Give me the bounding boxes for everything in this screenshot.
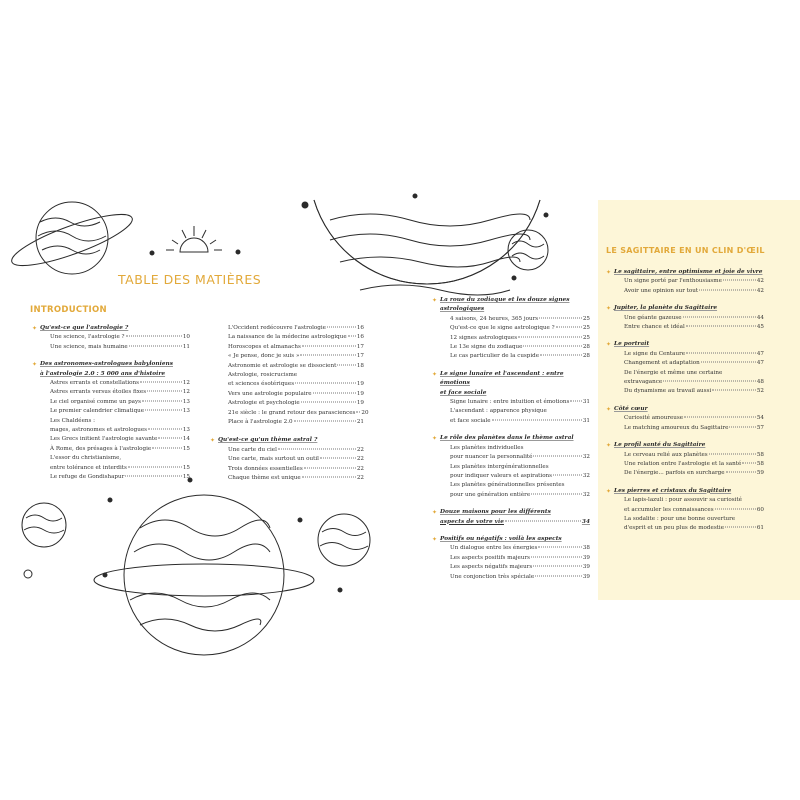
toc-title: TABLE DES MATIÈRES [118, 272, 262, 287]
toc-entry[interactable]: Une conjonction très spéciale 39 [450, 573, 590, 580]
toc-section[interactable]: ✦ Le profil santé du Sagittaire [614, 441, 764, 450]
toc-entry[interactable]: Une science, mais humaine 11 [50, 343, 190, 350]
toc-entry[interactable]: Les Grecs initient l'astrologie savante 14 [50, 436, 190, 443]
toc-entry[interactable]: Le 13e signe du zodiaque 28 [450, 344, 590, 351]
toc-section[interactable]: ✦ Le portrait [614, 340, 764, 349]
toc-entry[interactable]: Une géante gazeuse 44 [624, 314, 764, 321]
toc-section[interactable]: ✦ Les pierres et cristaux du Sagittaire [614, 487, 764, 496]
introduction-heading: INTRODUCTION [30, 305, 107, 315]
toc-entry[interactable]: La sodalite : pour une bonne ouverture [624, 515, 736, 522]
toc-entry[interactable]: Astrologie, rosicrucisme [228, 372, 298, 379]
toc-entry[interactable]: Les planètes individuelles [450, 444, 524, 451]
toc-entry[interactable]: L'essor du christianisme, [50, 455, 122, 462]
toc-section[interactable]: ✦ Positifs ou négatifs : voilà les aspects [440, 535, 590, 544]
toc-section[interactable]: ✦ Qu'est-ce que l'astrologie ? [40, 324, 190, 333]
toc-section[interactable]: ✦ Qu'est-ce qu'un thème astral ? [218, 436, 364, 445]
toc-entry[interactable]: Place à l'astrologie 2.0 21 [228, 419, 364, 426]
panel-title: LE SAGITTAIRE EN UN CLIN D'ŒIL [606, 246, 765, 255]
toc-entry[interactable]: Les planètes générationnelles présentes [450, 482, 565, 489]
toc-section[interactable]: ✦ Le rôle des planètes dans le thème astral [440, 434, 590, 443]
toc-entry[interactable]: Une relation entre l'astrologie et la santé 58 [624, 460, 764, 467]
toc-entry[interactable]: Le matching amoureux du Sagittaire 57 [624, 424, 764, 431]
toc-entry[interactable]: et accumuler les connaissances 60 [624, 506, 764, 513]
toc-entry[interactable]: mages, astronomes et astrologues 13 [50, 427, 190, 434]
toc-entry[interactable]: Entre chance et idéal 45 [624, 324, 764, 331]
toc-section[interactable]: ✦ Le sagittaire, entre optimisme et joie de vivre [614, 268, 764, 277]
toc-section[interactable]: ✦ Côté cœur [614, 405, 764, 414]
toc-entry[interactable]: Astronomie et astrologie se dissocient 18 [228, 362, 364, 369]
toc-entry[interactable]: Un signe porté par l'enthousiasme 42 [624, 278, 764, 285]
toc-entry[interactable]: Le cerveau relié aux planètes 58 [624, 451, 764, 458]
toc-section[interactable]: ✦ Le signe lunaire et l'ascendant : entre émotions et face sociale [440, 370, 590, 398]
toc-entry[interactable]: La naissance de la médecine astrologique 16 [228, 334, 364, 341]
toc-entry[interactable]: Une carte, mais surtout un outil 22 [228, 456, 364, 463]
toc-entry[interactable]: 4 saisons, 24 heures, 365 jours 25 [450, 315, 590, 322]
toc-entry[interactable]: Chaque thème est unique 22 [228, 475, 364, 482]
toc-column-1 [40, 318, 190, 483]
toc-entry[interactable]: Curiosité amoureuse 54 [624, 415, 764, 422]
toc-section[interactable]: ✦ Douze maisons pour les différents aspects de votre vie 34 [440, 508, 590, 527]
toc-column-3 [440, 290, 590, 582]
toc-entry[interactable]: entre tolérance et interdits 15 [50, 464, 190, 471]
toc-entry[interactable]: Changement et adaptation 47 [624, 360, 764, 367]
toc-entry[interactable]: Le lapis-lazuli : pour assouvir sa curiosité [624, 497, 742, 504]
toc-entry[interactable]: Un dialogue entre les énergies 38 [450, 545, 590, 552]
toc-entry[interactable]: Une science, l'astrologie ? 10 [50, 334, 190, 341]
toc-entry[interactable]: À Rome, des présages à l'astrologie 15 [50, 445, 190, 452]
toc-column-2 [218, 324, 369, 484]
toc-entry[interactable]: 12 signes astrologiques 25 [450, 334, 590, 341]
toc-entry[interactable]: et sciences ésotériques 19 [228, 381, 364, 388]
toc-entry[interactable]: 21e siècle : le grand retour des parasciences 20 [228, 409, 369, 416]
toc-entry[interactable]: extravagance 48 [624, 379, 764, 386]
toc-entry[interactable]: L'Occident redécouvre l'astrologie 16 [228, 325, 364, 331]
toc-entry[interactable]: Une carte du ciel 22 [228, 446, 364, 453]
toc-entry[interactable]: Qu'est-ce que le signe astrologique ? 25 [450, 325, 590, 332]
toc-entry[interactable]: Signe lunaire : entre intuition et émotions 31 [450, 399, 590, 406]
toc-entry[interactable]: Le ciel organisé comme un pays 13 [50, 398, 190, 405]
toc-section[interactable]: ✦ Des astronomes-astrologues babyloniens à l'astrologie 2.0 : 5 000 ans d'histoire [40, 360, 190, 379]
toc-entry[interactable]: Astres errants versus étoiles fixes 12 [50, 389, 190, 396]
toc-entry[interactable]: Le signe du Centaure 47 [624, 350, 764, 357]
toc-entry[interactable]: Trois données essentielles 22 [228, 465, 364, 472]
toc-entry[interactable]: « Je pense, donc je suis » 17 [228, 353, 364, 360]
toc-entry[interactable]: Le cas particulier de la cuspide 28 [450, 353, 590, 360]
panel-toc [614, 262, 764, 534]
toc-entry[interactable]: De l'énergie et même une certaine [624, 369, 723, 376]
toc-entry[interactable]: et face sociale 31 [450, 417, 590, 424]
toc-entry[interactable]: De l'énergie... parfois en surcharge 59 [624, 470, 764, 477]
toc-entry[interactable]: Du dynamisme au travail aussi 52 [624, 388, 764, 395]
toc-entry[interactable]: Les Chaldéens : [50, 417, 96, 424]
toc-entry[interactable]: Le premier calendrier climatique 13 [50, 408, 190, 415]
toc-section[interactable]: ✦ Jupiter, la planète du Sagittaire [614, 304, 764, 313]
toc-entry[interactable]: Avoir une opinion sur tout 42 [624, 287, 764, 294]
toc-entry[interactable]: Les planètes intergénérationnelles [450, 463, 549, 470]
toc-entry[interactable]: pour indiquer valeurs et aspirations 32 [450, 472, 590, 479]
toc-entry[interactable]: Vers une astrologie populaire 19 [228, 390, 364, 397]
toc-entry[interactable]: pour une génération entière 32 [450, 491, 590, 498]
toc-entry[interactable]: Les aspects positifs majeurs 39 [450, 554, 590, 561]
toc-entry[interactable]: pour nuancer la personnalité 32 [450, 454, 590, 461]
toc-section[interactable]: ✦ La roue du zodiaque et les douze signes astrologiques [440, 296, 590, 315]
toc-entry[interactable]: d'esprit et un peu plus de modestie 61 [624, 525, 764, 532]
toc-entry[interactable]: Horoscopes et almanachs 17 [228, 343, 364, 350]
toc-entry[interactable]: L'ascendant : apparence physique [450, 408, 547, 415]
toc-entry[interactable]: Astrologie et psychologie 19 [228, 400, 364, 407]
toc-entry[interactable]: Astres errants et constellations 12 [50, 380, 190, 387]
toc-entry[interactable]: Le refuge de Gondishapur 15 [50, 474, 190, 481]
toc-entry[interactable]: Les aspects négatifs majeurs 39 [450, 564, 590, 571]
